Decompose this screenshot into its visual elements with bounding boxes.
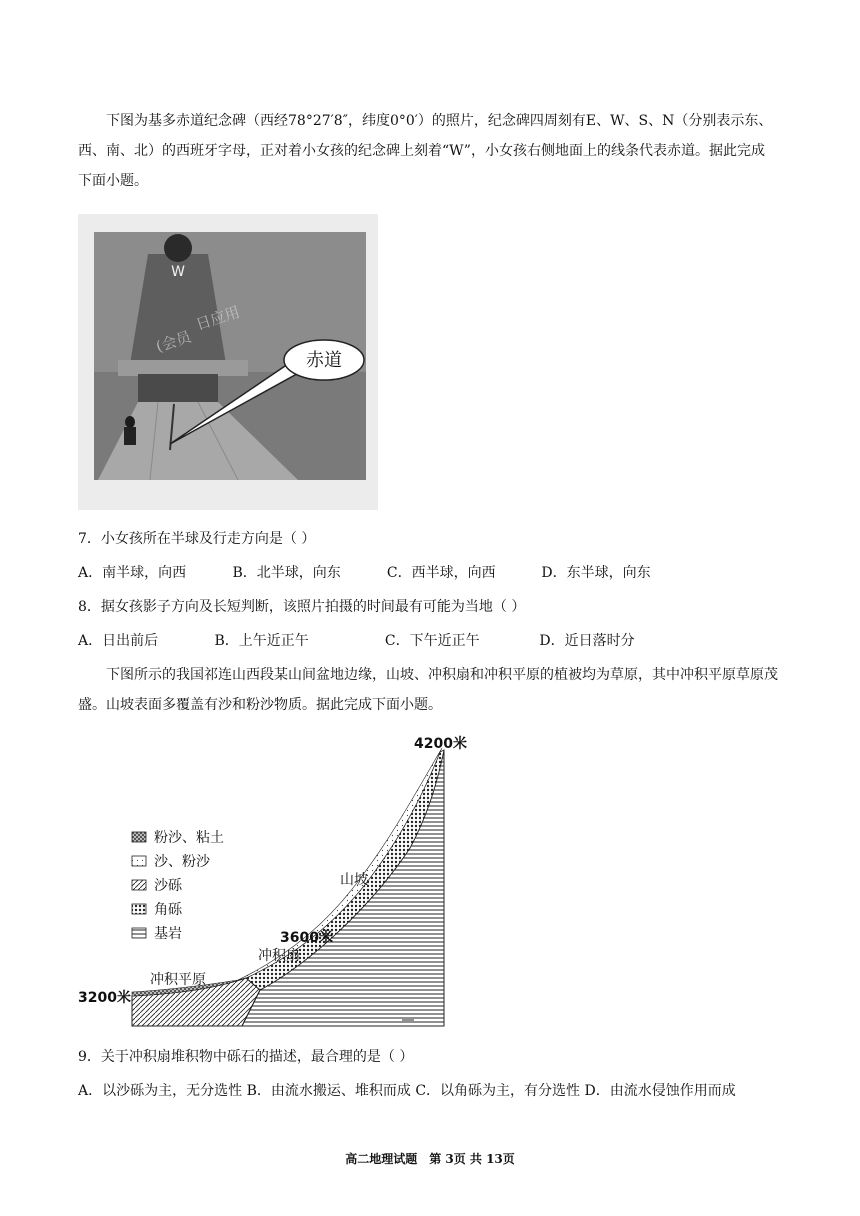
page-footer: 高二地理试题 第 3页 共 13页 xyxy=(345,1152,515,1166)
q7-option-c[interactable]: C．西半球，向西 xyxy=(386,565,496,581)
elevation-mid-label: 3600米 xyxy=(280,930,333,946)
elevation-top-label: 4200米 xyxy=(414,736,467,752)
q8-option-a[interactable]: A．日出前后 xyxy=(78,633,159,649)
alluvial-plain-label: 冲积平原 xyxy=(150,972,206,988)
intro-paragraph-2: 下图所示的我国祁连山西段某山间盆地边缘，山坡、冲积扇和冲积平原的植被均为草原，其中冲积平原草原茂盛。山坡表面多覆盖有沙和粉沙物质。据此完成下面小题。 xyxy=(78,667,778,713)
legend-bedrock: 基岩 xyxy=(154,926,182,942)
q9-option-a[interactable]: A．以沙砾为主，无分选性 xyxy=(78,1083,243,1099)
basin-cross-section-diagram xyxy=(70,728,510,1032)
q8-option-d[interactable]: D．近日落时分 xyxy=(539,633,635,649)
q8-option-c[interactable]: C．下午近正午 xyxy=(384,633,480,649)
q7-options xyxy=(78,562,651,582)
legend-angular-gravel: 角砾 xyxy=(154,902,182,918)
q9-option-d[interactable]: D．由流水侵蚀作用而成 xyxy=(584,1083,736,1099)
legend-sandy-gravel: 沙砾 xyxy=(154,878,182,894)
q9-options xyxy=(78,1080,736,1100)
q9-stem: 9．关于冲积扇堆积物中砾石的描述，最合理的是（ ） xyxy=(78,1049,414,1065)
q9-option-c[interactable]: C．以角砾为主，有分选性 xyxy=(415,1083,581,1099)
q7-option-d[interactable]: D．东半球，向东 xyxy=(541,565,651,581)
q8-stem: 8．据女孩影子方向及长短判断，该照片拍摄的时间最有可能为当地（ ） xyxy=(78,599,526,615)
legend-silt-clay: 粉沙、粘土 xyxy=(154,830,224,846)
watermark-line1: 日应用 xyxy=(193,302,243,334)
q8-option-b[interactable]: B．上午近正午 xyxy=(214,633,309,649)
elevation-low-label: 3200米 xyxy=(78,990,131,1006)
watermark-line2: (会员 xyxy=(153,327,194,356)
q7-option-a[interactable]: A．南半球，向西 xyxy=(78,565,187,581)
equator-monument-photo xyxy=(78,214,378,510)
q7-option-b[interactable]: B．北半球，向东 xyxy=(232,565,341,581)
slope-label: 山坡 xyxy=(340,872,368,888)
q9-option-b[interactable]: B．由流水搬运、堆积而成 xyxy=(246,1083,411,1099)
monument-letter: W xyxy=(171,264,185,280)
legend-sand-silt: 沙、粉沙 xyxy=(154,854,210,870)
callout-label: 赤道 xyxy=(306,350,342,371)
alluvial-fan-label: 冲积扇 xyxy=(258,948,300,964)
q7-stem: 7．小女孩所在半球及行走方向是（ ） xyxy=(78,531,316,547)
intro-paragraph-1: 下图为基多赤道纪念碑（西经78°27′8″，纬度0°0′）的照片，纪念碑四周刻有E、W、S、N（分别表示东、西、南、北）的西班牙字母，正对着小女孩的纪念碑上刻着“W”，小女孩右侧地面上的线条代表赤道。据此完成下面小题。 xyxy=(78,113,773,189)
q8-options xyxy=(78,630,635,650)
